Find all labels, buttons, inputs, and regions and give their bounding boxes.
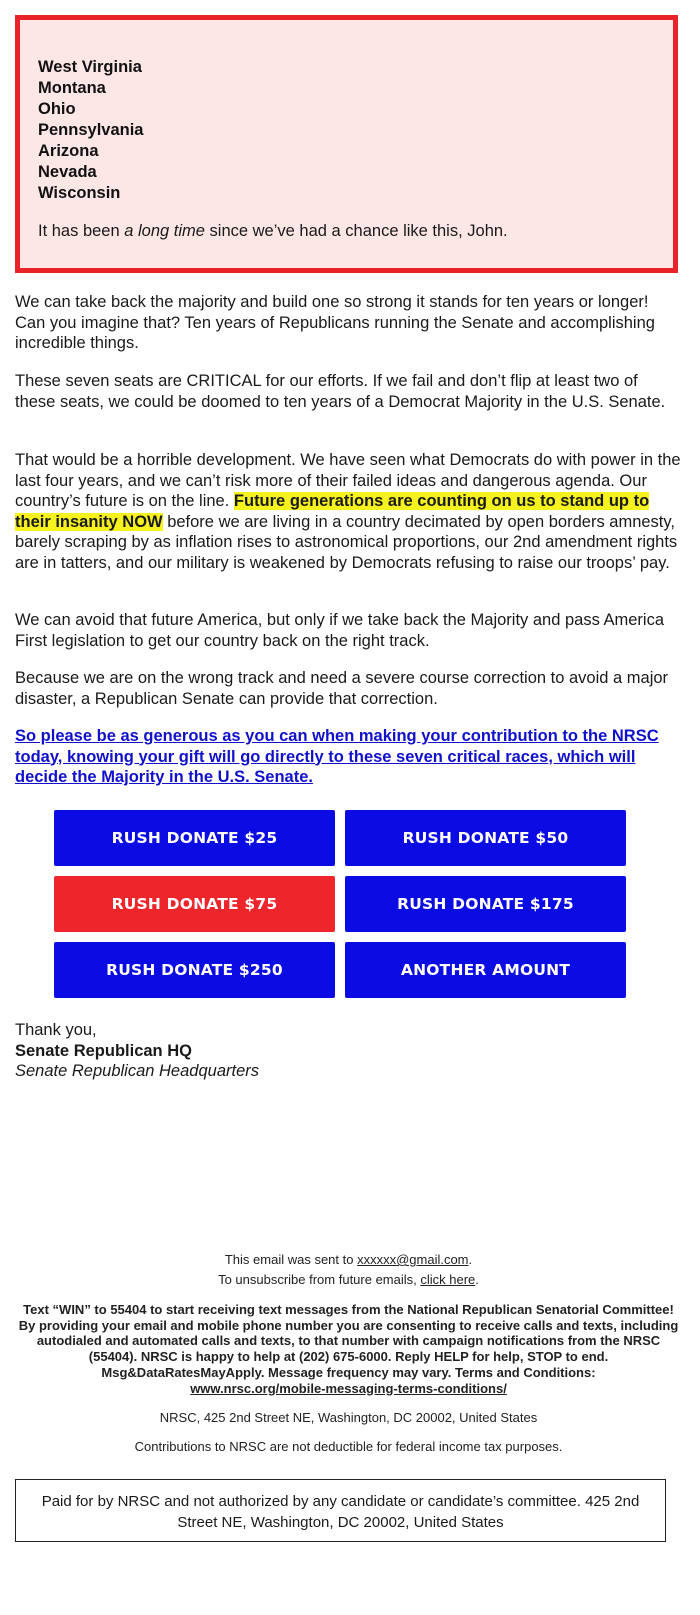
sender-name: Senate Republican HQ — [15, 1041, 192, 1060]
unsubscribe-label: To unsubscribe from future emails, — [218, 1272, 421, 1287]
recipient-email-link[interactable]: xxxxxx@gmail.com — [357, 1252, 469, 1267]
paragraph-3-end: before we are living in a country decimated by open borders amnesty, barely scraping by as inflation rises to astronomical proportions, our 2nd amendment rights are in tatters, and our military is weakened by Democrats refusing to raise our troops’ pay. — [15, 512, 678, 572]
callout-message-emphasis: a long time — [124, 222, 205, 240]
sign-off — [15, 1020, 682, 1082]
state-nevada: Nevada — [38, 163, 97, 181]
sender-subtitle: Senate Republican Headquarters — [15, 1062, 259, 1080]
donate-250-button[interactable]: RUSH DONATE $250 — [54, 942, 335, 998]
another-amount-button[interactable]: ANOTHER AMOUNT — [345, 942, 626, 998]
email-sent-line — [15, 1252, 682, 1268]
donate-25-button[interactable]: RUSH DONATE $25 — [54, 810, 335, 866]
callout-message-end: since we’ve had a chance like this, John. — [204, 222, 508, 240]
paragraph-4: We can avoid that future America, but only if we take back the Majority and pass America First legislation to get our country back on the right track. — [15, 611, 665, 650]
mailing-address: NRSC, 425 2nd Street NE, Washington, DC 20002, United States — [159, 1410, 538, 1425]
donate-50-button[interactable]: RUSH DONATE $50 — [345, 810, 626, 866]
state-west-virginia: West Virginia — [38, 58, 142, 76]
paragraph-1: We can take back the majority and build one so strong it stands for ten years or longer! Can you imagine that? Ten years of Republicans running the Senate and accomplishing incredible things. — [15, 293, 655, 352]
donate-cta-link[interactable]: So please be as generous as you can when making your contribution to the NRSC today, knowing your gift will go directly to these seven critical races, which will decide the Majority in the U.S. Senate. — [15, 727, 659, 786]
state-arizona: Arizona — [38, 142, 99, 160]
paid-for-disclaimer: Paid for by NRSC and not authorized by any candidate or candidate’s committee. 425 2nd Street NE, Washington, DC 20002, United States — [15, 1479, 666, 1542]
paragraph-3-start: That would be a horrible development. We have seen what Democrats do with power in the last four years, and we can’t risk more of their failed ideas and dangerous agenda. Our country’s future is on the line. — [15, 451, 681, 510]
cta-paragraph — [15, 726, 682, 788]
callout-message — [38, 222, 655, 241]
donate-75-button[interactable]: RUSH DONATE $75 — [54, 876, 335, 932]
unsubscribe-period: . — [475, 1272, 479, 1287]
paragraph-5: Because we are on the wrong track and need a severe course correction to avoid a major disaster, a Republican Senate can provide that correction. — [15, 669, 669, 708]
sms-disclosure — [15, 1302, 682, 1396]
donate-175-button[interactable]: RUSH DONATE $175 — [345, 876, 626, 932]
tax-notice: Contributions to NRSC are not deductible for federal income tax purposes. — [134, 1439, 563, 1454]
state-ohio: Ohio — [38, 100, 76, 118]
states-callout-box — [15, 15, 678, 273]
unsubscribe-link[interactable]: click here — [420, 1272, 476, 1287]
paragraph-2: These seven seats are CRITICAL for our efforts. If we fail and don’t flip at least two of these seats, we could be doomed to ten years of a Democrat Majority in the U.S. Senate. — [15, 372, 666, 411]
callout-message-start: It has been — [38, 222, 125, 240]
email-sent-label: This email was sent to — [224, 1252, 358, 1267]
state-wisconsin: Wisconsin — [38, 184, 121, 202]
highlighted-statement: Future generations are counting on us to stand up to their insanity NOW — [15, 492, 650, 531]
sms-disclosure-text: Text “WIN” to 55404 to start receiving text messages from the National Republican Senatorial Committee! By providing your email and mobile phone number you are consenting to receive calls and texts, including autodialed and automated calls and texts, to that number with campaign notifications from the NRSC (55404). NRSC is happy to help at (202) 675-6000. Reply HELP for help, STOP to end. Msg&DataRatesMayApply. Message frequency may vary. Terms and Conditions: — [18, 1302, 679, 1380]
state-pennsylvania: Pennsylvania — [38, 121, 144, 139]
unsubscribe-line — [15, 1272, 682, 1288]
thanks-line: Thank you, — [15, 1021, 97, 1039]
email-sent-period: . — [468, 1252, 473, 1267]
state-montana: Montana — [38, 79, 106, 97]
paragraph-3 — [15, 450, 682, 573]
sms-terms-link[interactable]: www.nrsc.org/mobile-messaging-terms-conditions/ — [190, 1380, 507, 1396]
